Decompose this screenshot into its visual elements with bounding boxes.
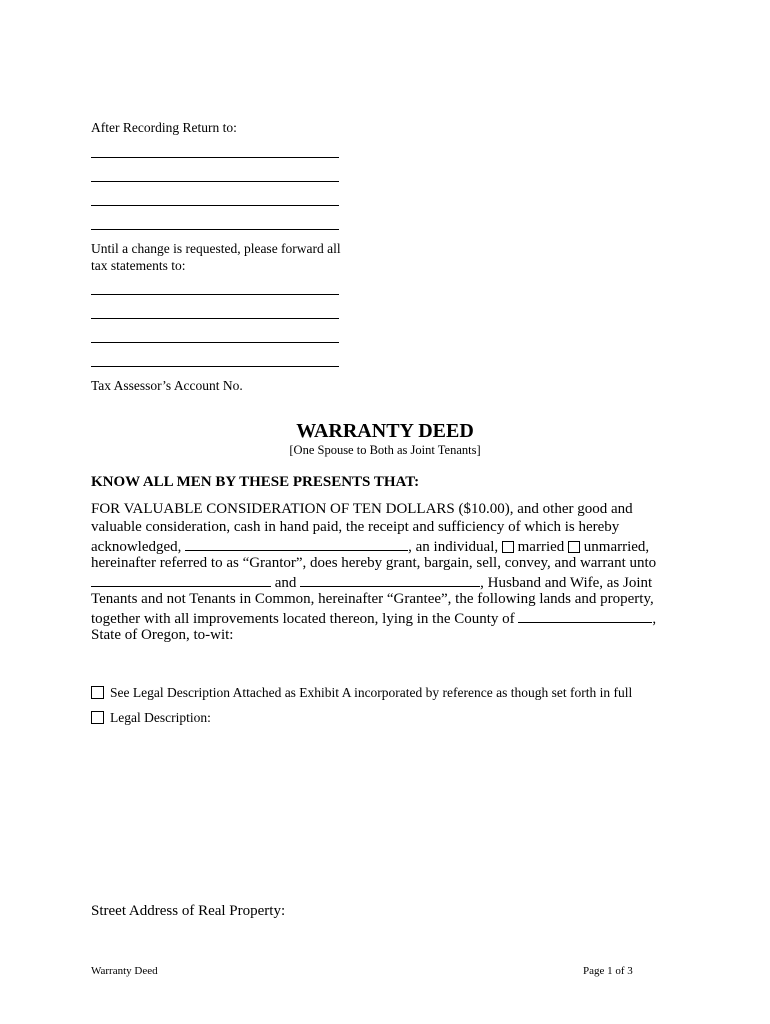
legal-description-option xyxy=(91,710,211,726)
body-line-8: State of Oregon, to-wit: xyxy=(91,627,234,643)
county-field[interactable] xyxy=(518,609,652,623)
and-text: and xyxy=(274,575,297,591)
married-label: married xyxy=(517,539,565,555)
grantee-2-name-field[interactable] xyxy=(300,573,480,587)
body-line-7 xyxy=(91,609,656,628)
unmarried-label: unmarried, xyxy=(583,539,650,555)
body-line-1: FOR VALUABLE CONSIDERATION OF TEN DOLLARS ($10.00), and other good and xyxy=(91,501,633,517)
legal-description-label: Legal Description: xyxy=(110,710,211,725)
return-address-line-1[interactable] xyxy=(91,157,339,158)
county-text: together with all improvements located thereon, lying in the County of xyxy=(91,611,515,627)
exhibit-a-label: See Legal Description Attached as Exhibit A incorporated by reference as though set forth in full xyxy=(110,685,633,700)
tax-address-line-1[interactable] xyxy=(91,294,339,295)
return-address-line-3[interactable] xyxy=(91,205,339,206)
husband-wife-text: , Husband and Wife, as Joint xyxy=(480,575,653,591)
body-line-5 xyxy=(91,573,652,592)
individual-text: , an individual, xyxy=(408,539,499,555)
street-address-label: Street Address of Real Property: xyxy=(91,903,286,919)
exhibit-a-checkbox[interactable] xyxy=(91,686,104,699)
tax-statements-label-line2: tax statements to: xyxy=(91,258,186,273)
married-checkbox[interactable] xyxy=(502,541,514,553)
footer-document-name: Warranty Deed xyxy=(91,965,158,977)
legal-description-checkbox[interactable] xyxy=(91,711,104,724)
grantee-1-name-field[interactable] xyxy=(91,573,271,587)
body-line-2: valuable consideration, cash in hand paid, the receipt and sufficiency of which is hereby xyxy=(91,519,620,535)
body-line-3 xyxy=(91,537,649,556)
body-line-6: Tenants and not Tenants in Common, hereinafter “Grantee”, the following lands and property, xyxy=(91,591,654,607)
acknowledged-text: acknowledged, xyxy=(91,539,182,555)
footer-page-number: Page 1 of 3 xyxy=(583,965,633,977)
body-line-4: hereinafter referred to as “Grantor”, does hereby grant, bargain, sell, convey, and warrant unto xyxy=(91,555,657,571)
tax-statements-label-line1: Until a change is requested, please forward all xyxy=(91,241,341,256)
exhibit-a-option xyxy=(91,685,632,701)
tax-address-line-3[interactable] xyxy=(91,342,339,343)
tax-address-line-4[interactable] xyxy=(91,366,339,367)
return-address-line-4[interactable] xyxy=(91,229,339,230)
document-title: WARRANTY DEED xyxy=(296,420,474,442)
document-subtitle: [One Spouse to Both as Joint Tenants] xyxy=(289,443,481,457)
tax-account-label: Tax Assessor’s Account No. xyxy=(91,378,243,393)
county-comma: , xyxy=(652,611,657,627)
grantor-name-field[interactable] xyxy=(185,537,408,551)
return-to-label: After Recording Return to: xyxy=(91,120,237,135)
unmarried-checkbox[interactable] xyxy=(568,541,580,553)
preamble-heading: KNOW ALL MEN BY THESE PRESENTS THAT: xyxy=(91,474,420,490)
tax-address-line-2[interactable] xyxy=(91,318,339,319)
return-address-line-2[interactable] xyxy=(91,181,339,182)
